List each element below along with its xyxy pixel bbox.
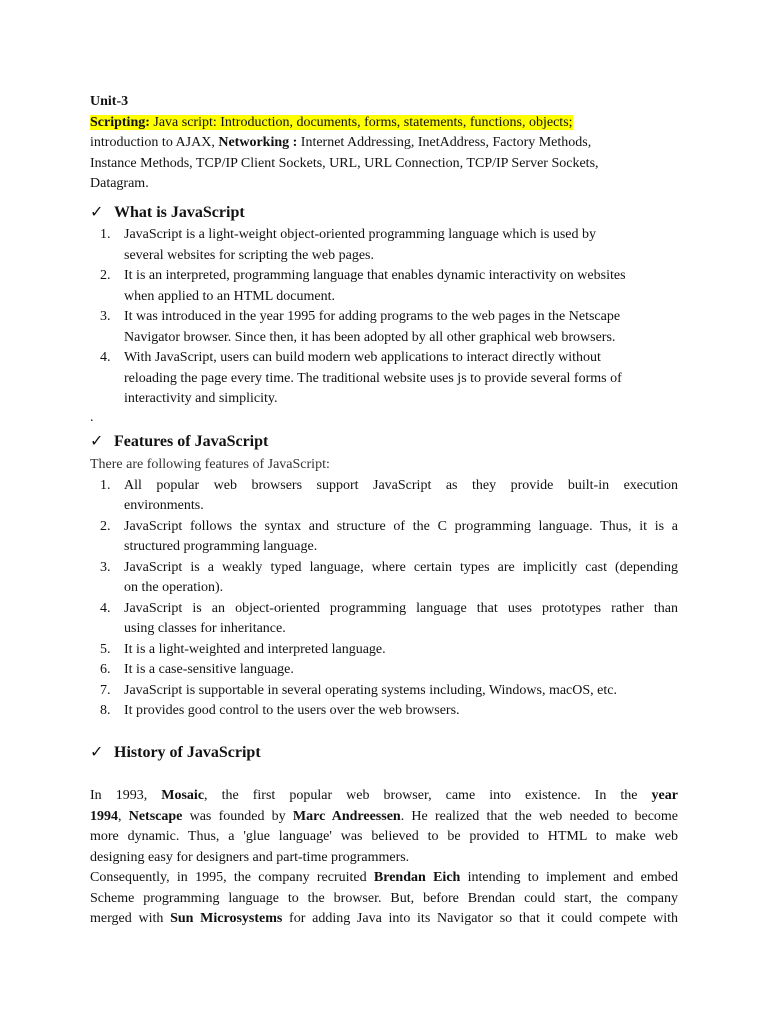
scripting-line [90, 113, 678, 134]
history-paragraph-line: more dynamic. Thus, a 'glue language' was believed to be provided to HTML to make web [90, 829, 678, 844]
stray-dot: . [90, 410, 94, 425]
history-body [90, 786, 678, 930]
topics-line: Instance Methods, TCP/IP Client Sockets, URL, URL Connection, TCP/IP Server Sockets, [90, 155, 599, 171]
checkmark-icon: ✓ [90, 744, 104, 761]
list-item: 7. JavaScript is supportable in several operating systems including, Windows, macOS, etc. [100, 682, 617, 698]
history-paragraph-line: designing easy for designers and part-time programmers. [90, 849, 410, 865]
list-item: 1. JavaScript is a light-weight object-oriented programming language which is used by several websites for scripting the web pages. [100, 227, 596, 263]
list-item: 3. It was introduced in the year 1995 for adding programs to the web pages in the Netscape Navigator browser. Since then, it has been adopted by all other graphical web browsers. [100, 309, 621, 345]
what-list-wrap [90, 225, 678, 410]
section-history [90, 742, 678, 764]
list-item: 4. JavaScript is an object-oriented programming language that uses prototypes rather than using classes for inheritance. [100, 600, 678, 636]
list-item: 8. It provides good control to the users over the web browsers. [100, 703, 460, 718]
unit-title: Unit-3 [90, 94, 129, 109]
section-features [90, 431, 678, 453]
section-heading: ✓ Features of JavaScript [90, 431, 678, 453]
what-list [90, 225, 678, 410]
section-heading: ✓ History of JavaScript [90, 742, 678, 764]
topics-line-end: Datagram. [90, 176, 149, 191]
history-paragraph-line: Scheme programming language to the browser. But, before Brendan could start, the company [90, 890, 678, 906]
list-item: 2. JavaScript follows the syntax and structure of the C programming language. Thus, it is a structured programming language. [100, 518, 678, 554]
section-heading: ✓ What is JavaScript [90, 202, 678, 224]
features-intro: There are following features of JavaScript: [90, 457, 330, 472]
history-paragraph-line: In 1993, Mosaic, the first popular web browser, came into existence. In the year [90, 788, 678, 803]
checkmark-icon: ✓ [90, 204, 104, 221]
list-item: 6. It is a case-sensitive language. [100, 662, 294, 677]
networking-line: introduction to AJAX, Networking : Internet Addressing, InetAddress, Factory Methods, [90, 135, 592, 150]
section-what [90, 202, 678, 224]
checkmark-icon: ✓ [90, 433, 104, 450]
scripting-highlight: Scripting: Java script: Introduction, documents, forms, statements, functions, objects; [90, 114, 573, 130]
list-item: 1. All popular web browsers support JavaScript as they provide built-in execution environments. [100, 477, 678, 513]
unit-intro [90, 92, 678, 195]
history-paragraph-line: merged with Sun Microsystems for adding Java into its Navigator so that it could compete with [90, 911, 678, 926]
list-item: 4. With JavaScript, users can build modern web applications to interact directly without reloading the page every time. The traditional website uses js to provide several forms of interactivity and simplicity. [100, 350, 622, 406]
list-item: 3. JavaScript is a weakly typed language, where certain types are implicitly cast (depending on the operation). [100, 559, 678, 595]
history-paragraph-line: 1994, Netscape was founded by Marc Andreessen. He realized that the web needed to become [90, 808, 679, 824]
features-body [90, 455, 678, 722]
list-item: 2. It is an interpreted, programming language that enables dynamic interactivity on websites when applied to an HTML document. [100, 268, 626, 304]
list-item: 5. It is a light-weighted and interpreted language. [100, 641, 386, 657]
history-paragraph-line: Consequently, in 1995, the company recruited Brendan Eich intending to implement and embed [90, 870, 678, 885]
features-list [90, 476, 678, 722]
